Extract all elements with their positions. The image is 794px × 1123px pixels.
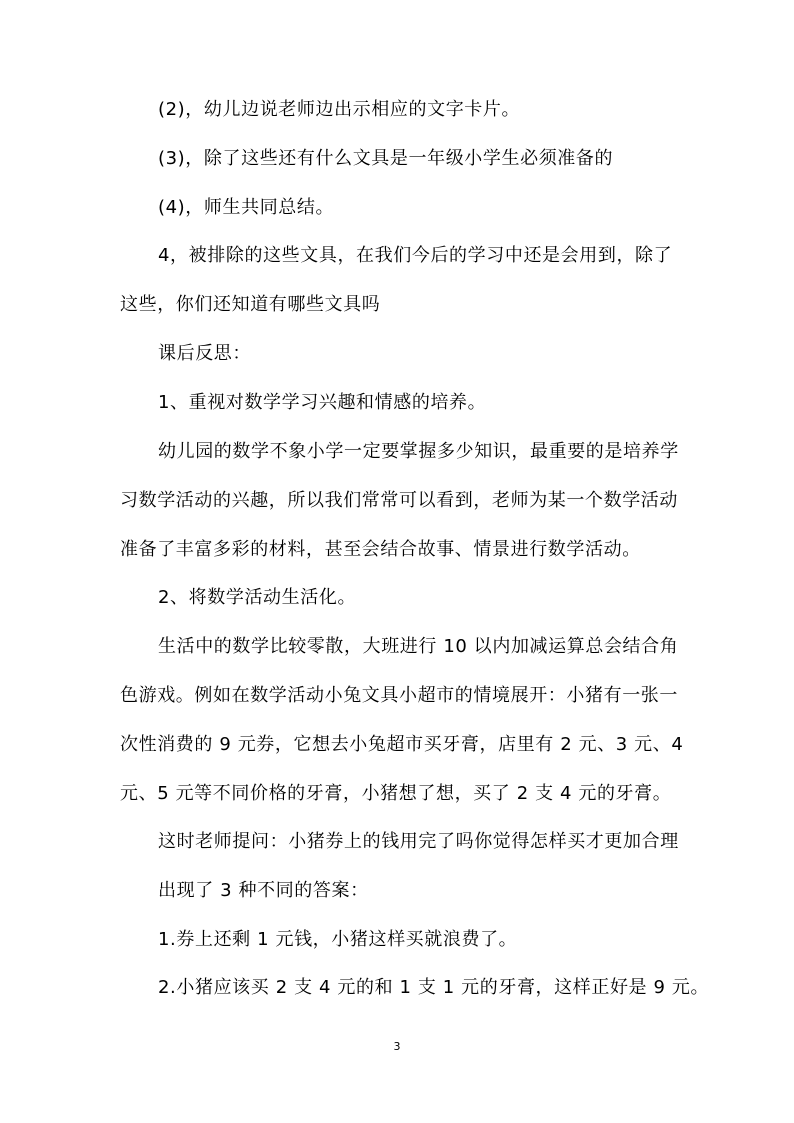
text-line: 2、将数学活动生活化。: [158, 587, 357, 608]
text-line: 1.券上还剩 1 元钱，小猪这样买就浪费了。: [158, 929, 518, 950]
text-line: (4)，师生共同总结。: [158, 197, 335, 218]
text-line: 习数学活动的兴趣，所以我们常常可以看到，老师为某一个数学活动: [120, 490, 678, 511]
text-line: 2.小猪应该买 2 支 4 元的和 1 支 1 元的牙膏，这样正好是 9 元。: [158, 977, 710, 998]
text-line: 这时老师提问：小猪券上的钱用完了吗你觉得怎样买才更加合理: [158, 831, 679, 852]
text-line: 出现了 3 种不同的答案：: [158, 880, 369, 901]
page-number: 3: [393, 1040, 401, 1053]
text-line: 元、5 元等不同价格的牙膏，小猪想了想，买了 2 支 4 元的牙膏。: [120, 783, 672, 804]
text-line: (3)，除了这些还有什么文具是一年级小学生必须准备的: [158, 148, 614, 169]
text-line: 这些，你们还知道有哪些文具吗: [120, 294, 381, 315]
text-line: 4，被排除的这些文具，在我们今后的学习中还是会用到，除了: [158, 245, 673, 266]
text-line: (2)，幼儿边说老师边出示相应的文字卡片。: [158, 99, 521, 120]
section-heading: 课后反思：: [158, 343, 251, 364]
text-line: 色游戏。例如在数学活动小兔文具小超市的情境展开：小猪有一张一: [120, 685, 678, 706]
text-line: 幼儿园的数学不象小学一定要掌握多少知识，最重要的是培养学: [158, 441, 679, 462]
text-line: 准备了丰富多彩的材料，甚至会结合故事、情景进行数学活动。: [120, 539, 641, 560]
text-line: 1、重视对数学学习兴趣和情感的培养。: [158, 392, 487, 413]
text-line: 生活中的数学比较零散，大班进行 10 以内加减运算总会结合角: [158, 636, 679, 657]
text-line: 次性消费的 9 元券，它想去小兔超市买牙膏，店里有 2 元、3 元、4: [120, 734, 684, 755]
